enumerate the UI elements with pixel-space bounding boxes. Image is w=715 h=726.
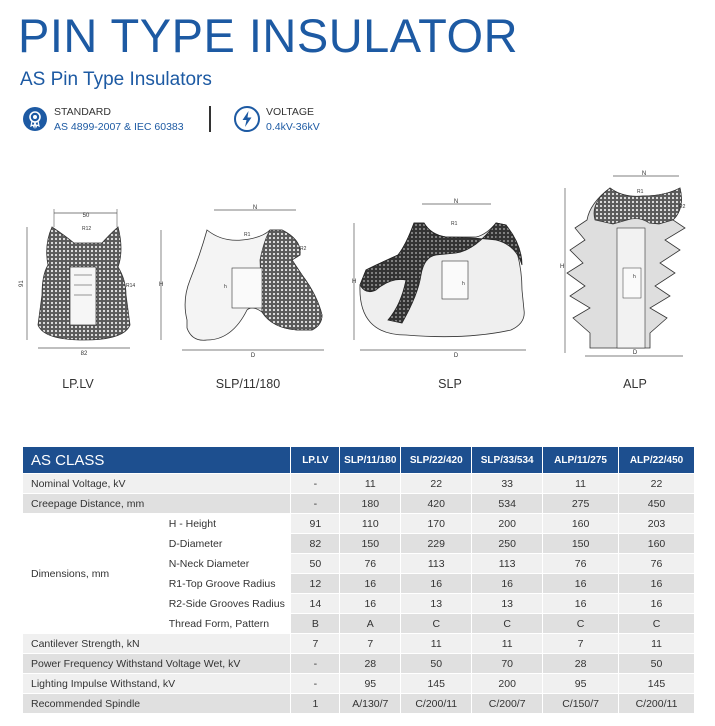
alp-h: h [633,274,636,280]
row-label: H - Height [158,514,291,534]
cell: 180 [340,494,401,514]
cell: 16 [543,574,619,594]
cell: 450 [619,494,695,514]
cell: 76 [619,554,695,574]
table-row [23,634,695,654]
cell: 200 [472,514,543,534]
lplv-drawing [14,205,144,360]
table-row [23,474,695,494]
cell: 11 [472,634,543,654]
alp-dim-bottom: D [632,350,638,356]
alp-drawing [555,168,700,363]
cell: 16 [340,594,401,614]
cell: - [291,474,340,494]
row-label: Thread Form, Pattern [158,614,291,634]
row-label: Lighting Impulse Withstand, kV [23,674,291,694]
cell: 70 [472,654,543,674]
cell: C [401,614,472,634]
cell: 16 [401,574,472,594]
cell: 95 [340,674,401,694]
table-row [23,494,695,514]
cell: - [291,674,340,694]
header-col: SLP/33/534 [472,447,543,474]
lplv-caption: LP.LV [62,377,94,391]
row-label: R2-Side Grooves Radius [158,594,291,614]
table-row [23,654,695,674]
slp-caption: SLP [438,377,462,391]
cell: 11 [340,474,401,494]
cell: 50 [619,654,695,674]
slp-dim-bottom: D [453,353,459,359]
header-col: SLP/22/420 [401,447,472,474]
slp-r2: R2 [496,235,503,241]
cell: 229 [401,534,472,554]
cell: - [291,494,340,514]
dimensions-group-label: Dimensions, mm [23,514,159,634]
cell: 275 [543,494,619,514]
lplv-r2: R14 [126,283,136,289]
row-label: D-Diameter [158,534,291,554]
cell: 250 [472,534,543,554]
cell: 145 [401,674,472,694]
cell: 22 [619,474,695,494]
cell: 150 [340,534,401,554]
page-subtitle: AS Pin Type Insulators [20,69,212,90]
cell: 420 [401,494,472,514]
cell: 11 [619,634,695,654]
cell: 7 [291,634,340,654]
voltage-value: 0.4kV-36kV [266,121,320,133]
cell: - [291,654,340,674]
table-row [23,514,695,534]
cell: 28 [340,654,401,674]
cell: 534 [472,494,543,514]
cell: 76 [340,554,401,574]
cell: 7 [543,634,619,654]
cell: 76 [543,554,619,574]
cell: 145 [619,674,695,694]
cell: A/130/7 [340,694,401,714]
cell: 203 [619,514,695,534]
alp-dim-height: H [560,264,565,270]
cell: 16 [340,574,401,594]
lplv-dim-bottom: 82 [80,351,88,357]
cell: 113 [472,554,543,574]
header-col: ALP/22/450 [619,447,695,474]
cell: 95 [543,674,619,694]
slp-r1: R1 [451,221,458,227]
slp-dim-height: H [352,279,357,285]
row-label: Creepage Distance, mm [23,494,291,514]
slp11-dim-top: N [252,205,258,211]
specification-table [22,446,695,714]
cell: C/200/7 [472,694,543,714]
cell: 150 [543,534,619,554]
cell: 28 [543,654,619,674]
page-title: PIN TYPE INSULATOR [18,9,519,62]
cell: 13 [472,594,543,614]
cell: 110 [340,514,401,534]
cell: 170 [401,514,472,534]
cell: 13 [401,594,472,614]
slp11-r1: R1 [244,232,251,238]
cell: 11 [401,634,472,654]
cell: A [340,614,401,634]
slp-h: h [462,281,465,287]
row-label: Recommended Spindle [23,694,291,714]
cell: 14 [291,594,340,614]
cell: 160 [543,514,619,534]
slp-dim-top: N [453,199,459,205]
slp11-drawing [152,200,332,360]
alp-caption: ALP [623,377,647,391]
cell: 82 [291,534,340,554]
header-col: LP.LV [291,447,340,474]
alp-r1: R1 [637,189,644,195]
cell: 50 [401,654,472,674]
cell: 33 [472,474,543,494]
table-row [23,694,695,714]
row-label: Power Frequency Withstand Voltage Wet, kV [23,654,291,674]
cell: 16 [619,574,695,594]
lightning-icon [234,106,260,132]
table-row [23,674,695,694]
lplv-dim-top: 50 [82,213,90,219]
lplv-dim-height: 91 [19,280,25,287]
header-col: SLP/11/180 [340,447,401,474]
alp-dim-top: N [641,171,647,177]
alp-r2: R2 [679,204,686,210]
cell: 16 [619,594,695,614]
cell: 1 [291,694,340,714]
cell: C [619,614,695,634]
voltage-label: VOLTAGE [266,106,315,118]
header-col: ALP/11/275 [543,447,619,474]
spec-divider [209,106,211,132]
cell: 11 [543,474,619,494]
standard-value: AS 4899-2007 & IEC 60383 [54,121,184,133]
cell: 12 [291,574,340,594]
slp11-dim-height: H [159,282,164,288]
row-label: N-Neck Diameter [158,554,291,574]
certificate-icon [22,106,48,132]
cell: 200 [472,674,543,694]
cell: 22 [401,474,472,494]
cell: 7 [340,634,401,654]
slp11-dim-bottom: D [250,353,256,359]
header-as-class: AS CLASS [23,447,291,474]
row-label: R1-Top Groove Radius [158,574,291,594]
slp-drawing [346,195,531,360]
row-label: Cantilever Strength, kN [23,634,291,654]
row-label: Nominal Voltage, kV [23,474,291,494]
cell: C/200/11 [401,694,472,714]
cell: 160 [619,534,695,554]
cell: 91 [291,514,340,534]
cell: C [472,614,543,634]
standard-spec [22,104,202,138]
cell: C [543,614,619,634]
cell: 113 [401,554,472,574]
cell: 50 [291,554,340,574]
standard-label: STANDARD [54,106,111,118]
cell: C/150/7 [543,694,619,714]
voltage-spec [234,104,354,138]
lplv-r1: R12 [82,226,92,232]
cell: C/200/11 [619,694,695,714]
slp11-h: h [224,284,227,290]
cell: 16 [472,574,543,594]
table-header-row [23,447,695,474]
slp11-caption: SLP/11/180 [215,377,281,391]
slp11-r2: R2 [300,246,307,252]
cell: B [291,614,340,634]
cell: 16 [543,594,619,614]
